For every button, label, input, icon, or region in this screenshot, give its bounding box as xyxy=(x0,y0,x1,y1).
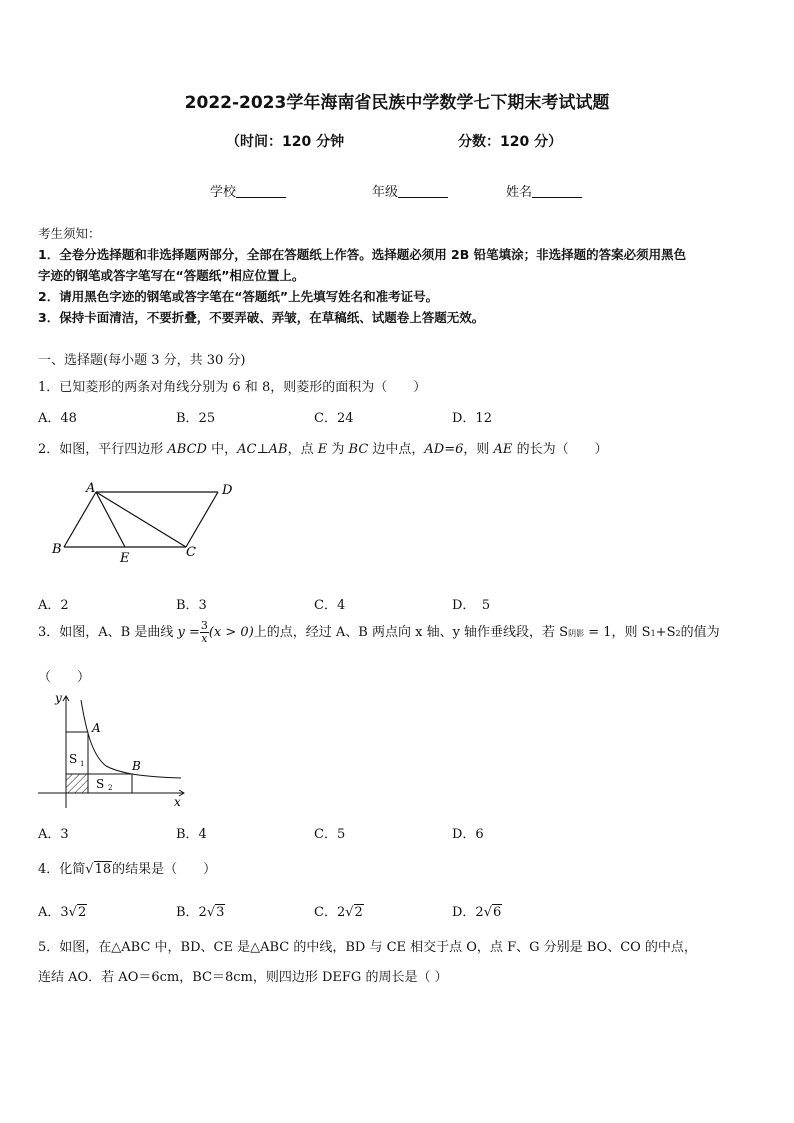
label-s2-sub: 2 xyxy=(108,784,113,792)
q4-option-b: B．2√3 xyxy=(176,905,225,920)
side-ab xyxy=(64,492,96,547)
q2-option-c: C．4 xyxy=(314,598,346,613)
question-4: 4．化简√18的结果是（ ） xyxy=(38,862,217,877)
parallelogram-figure xyxy=(40,476,250,571)
exam-time: （时间：120 分钟 xyxy=(226,134,345,150)
notice-line-3: 3．保持卡面清洁，不要折叠，不要弄破、弄皱，在草稿纸、试题卷上答题无效。 xyxy=(38,310,485,325)
label-d: D xyxy=(222,483,233,498)
q1-option-a: A．48 xyxy=(38,411,77,426)
q1-option-d: D．12 xyxy=(452,411,492,426)
q1-option-c: C．24 xyxy=(314,411,354,426)
label-a: A xyxy=(86,481,96,496)
grade-label: 年级 xyxy=(372,185,399,200)
question-2: 2．如图，平行四边形 ABCD 中，AC⊥AB，点 E 为 BC 边中点，AD=6，则 AE 的长为（ ） xyxy=(38,442,608,457)
q4-option-d: D．2√6 xyxy=(452,905,502,920)
diagonal-ac xyxy=(96,492,186,547)
label-s1: S xyxy=(69,752,78,766)
exam-score: 分数：120 分） xyxy=(458,134,563,150)
question-3-paren: （ ） xyxy=(38,670,91,685)
q2-option-a: A．2 xyxy=(38,598,69,613)
q4-option-c: C．2√2 xyxy=(314,905,363,920)
name-label: 姓名 xyxy=(506,185,533,200)
notice-line-2: 2．请用黑色字迹的钢笔或答字笔在“答题纸”上先填写姓名和准考证号。 xyxy=(38,289,439,304)
question-1: 1．已知菱形的两条对角线分别为 6 和 8，则菱形的面积为（ ） xyxy=(38,380,427,395)
label-point-b: B xyxy=(132,759,141,773)
q3-option-c: C．5 xyxy=(314,827,346,842)
section-heading: 一、选择题(每小题 3 分，共 30 分) xyxy=(38,353,246,368)
shaded-region xyxy=(66,774,88,793)
q4-option-a: A．3√2 xyxy=(38,905,87,920)
fraction-3-over-x: $\frac{3}{x}$ xyxy=(200,619,208,645)
q3-option-b: B．4 xyxy=(176,827,207,842)
label-e: E xyxy=(120,551,130,566)
label-point-a: A xyxy=(92,721,101,735)
q2-option-b: B．3 xyxy=(176,598,207,613)
q1-option-b: B．25 xyxy=(176,411,216,426)
hyperbola-figure xyxy=(36,690,196,812)
school-blank xyxy=(236,185,286,198)
q3-option-a: A．3 xyxy=(38,827,69,842)
school-field xyxy=(210,181,286,200)
grade-blank xyxy=(398,185,448,198)
name-blank xyxy=(532,185,582,198)
label-x-axis: x xyxy=(174,795,181,809)
question-5-line-1: 5．如图，在△ABC 中，BD、CE 是△ABC 的中线，BD 与 CE 相交于点 O，点 F、G 分别是 BO、CO 的中点， xyxy=(38,940,697,955)
label-y-axis: y xyxy=(55,691,62,705)
label-b: B xyxy=(52,542,62,557)
notice-line-1a: 1．全卷分选择题和非选择题两部分，全部在答题纸上作答。选择题必须用 2B 铅笔填涂；非选择题的答案必须用黑色 xyxy=(38,247,687,262)
q2-option-d: D． 5 xyxy=(452,598,491,613)
grade-field xyxy=(372,181,448,200)
question-3: 3．如图，A、B 是曲线 y = $\frac{3}{x}$ (x > 0)上的点，经过 A、B 两点向 x 轴、y 轴作垂线段，若 S阴影 = 1，则 S1+S2的值为 xyxy=(38,619,720,645)
label-s1-sub: 1 xyxy=(80,760,85,768)
question-5-line-2: 连结 AO．若 AO＝6cm，BC＝8cm，则四边形 DEFG 的周长是（ ） xyxy=(38,970,448,985)
sqrt-18: √18 xyxy=(85,862,112,877)
label-s2: S xyxy=(96,777,105,791)
label-c: C xyxy=(186,545,196,560)
hyperbola-curve xyxy=(81,700,181,778)
exam-title: 2022-2023学年海南省民族中学数学七下期末考试试题 xyxy=(184,93,610,113)
notice-heading: 考生须知： xyxy=(38,226,101,241)
notice-line-1b: 字迹的钢笔或答字笔写在“答题纸”相应位置上。 xyxy=(38,268,305,283)
q3-option-d: D．6 xyxy=(452,827,484,842)
name-field xyxy=(506,181,582,200)
school-label: 学校 xyxy=(210,185,237,200)
side-dc xyxy=(186,492,218,547)
